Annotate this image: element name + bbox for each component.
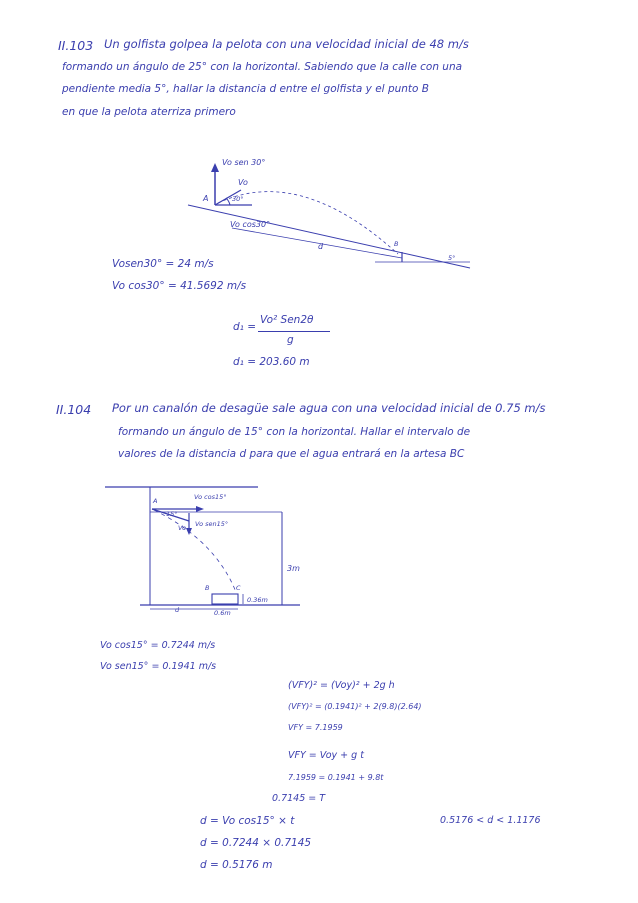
- calc-vocos30: Vo cos30° = 41.5692 m/s: [112, 280, 247, 292]
- slope-line-1: [188, 205, 470, 268]
- calc-vsen15: Vo sen15° = 0.1941 m/s: [100, 661, 217, 672]
- problem-104-line-2: formando un ángulo de 15° con la horizontal. Hallar el intervalo de: [118, 426, 471, 438]
- d1-label-vo-sen: Vo sen 30°: [222, 158, 266, 167]
- calc-vosen30: Vosen30° = 24 m/s: [112, 258, 214, 270]
- problem-103-line-3: pendiente media 5°, hallar la distancia d entre el golfista y el punto B: [62, 83, 429, 95]
- d2-label-a: A: [153, 497, 158, 505]
- d-dimension-1: [232, 228, 402, 258]
- d2-label-b: B: [205, 584, 210, 592]
- d1-label-b: B: [394, 240, 399, 248]
- calc-vcos15: Vo cos15° = 0.7244 m/s: [100, 640, 216, 651]
- d-result: d = 0.5176 m: [200, 859, 273, 871]
- formula-denominator: g: [287, 334, 294, 346]
- d2-label-angle: 15°: [166, 510, 178, 518]
- formula-numerator: Vo² Sen2θ: [260, 314, 314, 326]
- d1-label-a: A: [203, 194, 209, 203]
- d-formula: d = Vo cos15° × t: [200, 815, 295, 827]
- d2-label-c: C: [236, 584, 241, 592]
- eq-time-result: 0.7145 = T: [272, 793, 326, 804]
- d2-label-3m: 3m: [287, 564, 300, 573]
- problem-103-line-4: en que la pelota aterriza primero: [62, 106, 236, 118]
- eq-vfy-squared: (VFY)² = (Voy)² + 2g h: [288, 680, 395, 691]
- eq-vfy-sub: (VFY)² = (0.1941)² + 2(9.8)(2.64): [288, 702, 422, 711]
- problem-104-number: II.104: [56, 402, 92, 417]
- trough-bc: [212, 594, 238, 604]
- eq-time-sub: 7.1959 = 0.1941 + 9.8t: [288, 773, 384, 782]
- eq-vfy-linear: VFY = Voy + g t: [288, 750, 364, 761]
- problem-104-line-1: Por un canalón de desagüe sale agua con una velocidad inicial de 0.75 m/s: [112, 401, 546, 415]
- d1-label-angle: 30°: [232, 195, 244, 203]
- formula-lhs: d₁ =: [233, 321, 257, 333]
- d-substitution: d = 0.7244 × 0.7145: [200, 837, 312, 849]
- d2-label-036: 0.36m: [247, 596, 268, 604]
- d1-label-d: d: [318, 242, 324, 251]
- fraction-bar: [258, 331, 330, 332]
- eq-vfy-value: VFY = 7.1959: [288, 723, 343, 732]
- range-result: 0.5176 < d < 1.1176: [440, 815, 541, 826]
- d2-label-d: d: [175, 606, 180, 614]
- problem-104-line-3: valores de la distancia d para que el agua entrará en la artesa BC: [118, 448, 465, 460]
- problem-103-line-1: Un golfista golpea la pelota con una velocidad inicial de 48 m/s: [104, 37, 469, 51]
- d1-label-vo: Vo: [238, 178, 248, 187]
- result-d1: d₁ = 203.60 m: [233, 356, 310, 368]
- d2-label-vo: Vo: [178, 524, 187, 532]
- d2-label-vo-cos: Vo cos15°: [194, 493, 227, 501]
- d2-label-vo-sen: Vo sen15°: [195, 520, 229, 528]
- d2-label-06: 0.6m: [214, 609, 231, 617]
- d1-label-vo-cos: Vo cos30°: [230, 220, 271, 229]
- problem-103-line-2: formando un ángulo de 25° con la horizontal. Sabiendo que la calle con una: [62, 61, 463, 73]
- d1-label-slope: 5°: [448, 254, 456, 262]
- problem-103-number: II.103: [58, 38, 94, 53]
